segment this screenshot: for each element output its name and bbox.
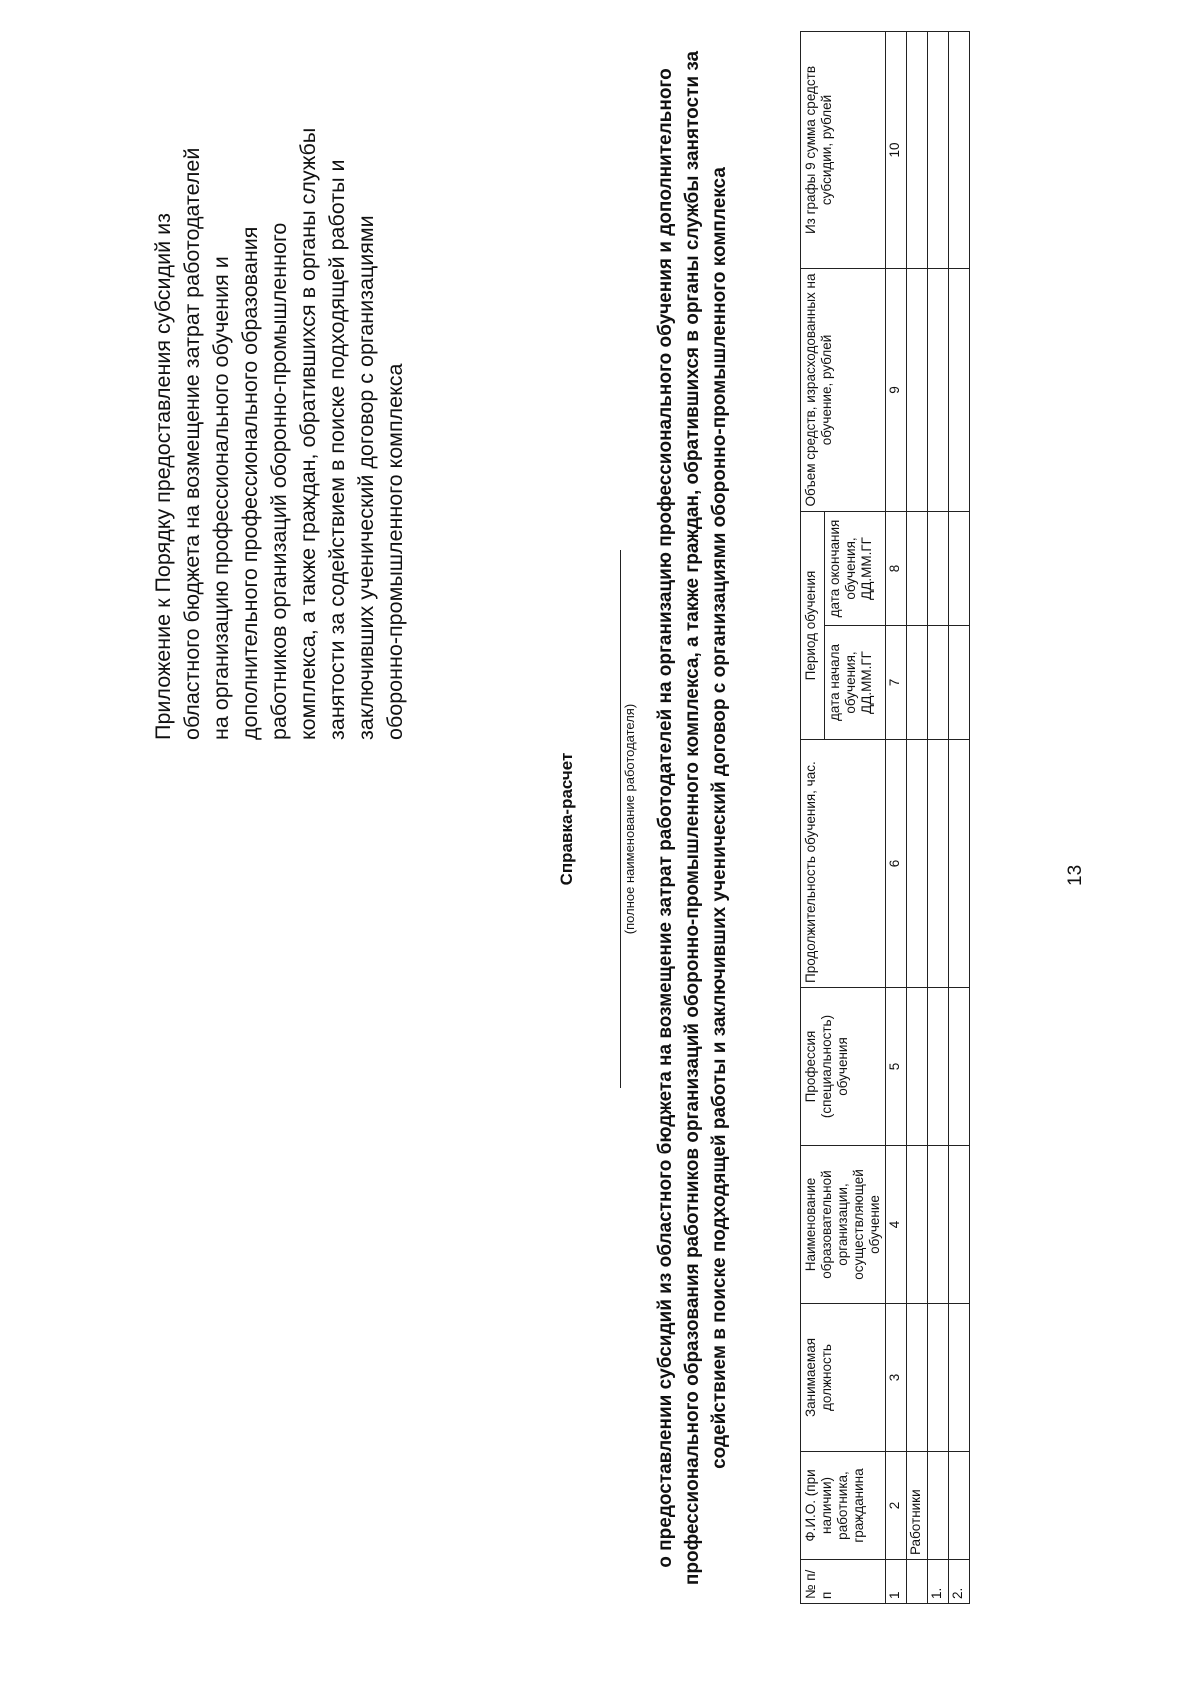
header-full-name: Ф.И.О. (при наличии) работника, гражданина [801, 1452, 886, 1560]
document-title: Справка-расчет [557, 752, 576, 886]
column-number: 8 [886, 512, 907, 626]
table-row [949, 32, 970, 1604]
column-number: 7 [886, 626, 907, 740]
header-training-period: Период обучения [801, 512, 825, 740]
column-number: 6 [886, 740, 907, 988]
header-education-org: Наименование образовательной организации, осуществляющей обучение [801, 1146, 886, 1304]
column-number: 3 [886, 1304, 907, 1452]
column-number-row [886, 32, 907, 1604]
document-subtitle: о предоставлении субсидий из областного бюджета на возмещение затрат работодателей на организацию профессионального обучения и дополнительного профессионального образования работников организаций оборонно-промышленного комплекса, а также граждан, обратившихся в органы службы занятости за содействием в поиске подходящей работы и заключивших ученический договор с организациями оборонно-промышленного комплекса [655, 50, 730, 1586]
column-number: 4 [886, 1146, 907, 1304]
row-number: 2. [949, 1560, 970, 1604]
section-row [907, 32, 928, 1604]
header-end-date: дата окончания обучения, ДД.ММ.ГГ [825, 512, 886, 626]
header-position: Занимаемая должность [801, 1304, 886, 1452]
header-start-date: дата начала обучения, ДД.ММ.ГГ [825, 626, 886, 740]
header-duration: Продолжительность обучения, час. [801, 740, 886, 988]
table-row [928, 32, 949, 1604]
column-number: 2 [886, 1452, 907, 1560]
page-number: 13 [1065, 864, 1086, 886]
column-number: 5 [886, 988, 907, 1146]
row-number: 1. [928, 1560, 949, 1604]
appendix-note: Приложение к Порядку предоставления субсидий из областного бюджета на возмещение затрат работодателей на организацию профессионального обучения и дополнительного профессионального образования работников организаций оборонно-промышленного комплекса, а также граждан, обратившихся в органы службы занятости за содействием в поиске подходящей работы и заключивших ученический договор с организациями оборонно-промышленного комплекса [151, 127, 407, 740]
header-row-number: № п/п [801, 1560, 886, 1604]
calculation-table [800, 31, 970, 1604]
column-number: 1 [886, 1560, 907, 1604]
column-number: 9 [886, 269, 907, 512]
header-subsidy: Из графы 9 сумма средств субсидии, рублей [801, 32, 886, 269]
header-expenses: Объем средств, израсходованных на обучение, рублей [801, 269, 886, 512]
employer-name-line [620, 550, 621, 1088]
column-number: 10 [886, 32, 907, 269]
section-label: Работники [907, 1452, 928, 1560]
employer-name-caption: (полное наименование работодателя) [622, 703, 637, 935]
header-profession: Профессия (специальность) обучения [801, 988, 886, 1146]
